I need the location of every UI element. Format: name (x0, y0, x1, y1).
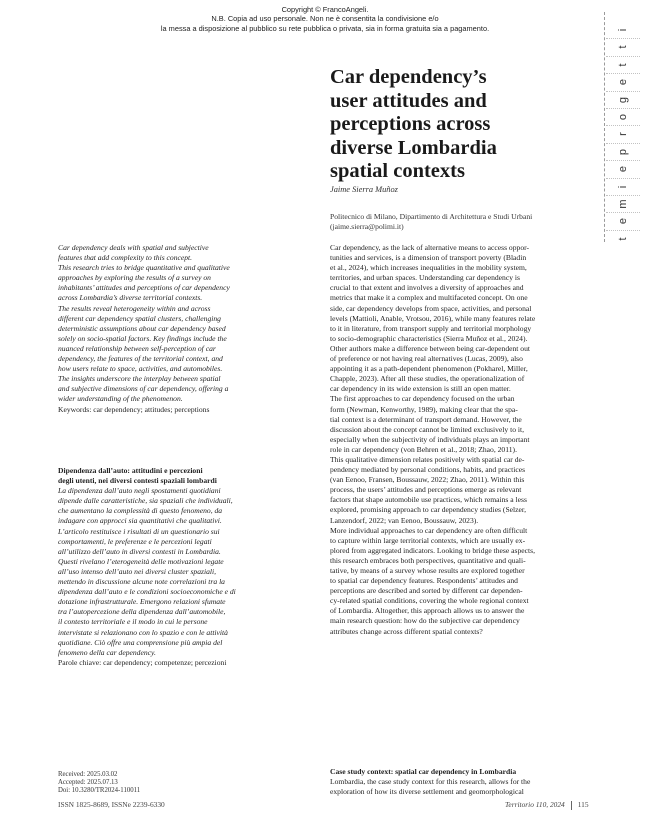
body-line: Chapple, 2023). After all these studies, the operationalization of (330, 374, 525, 384)
footer-issn: ISSN 1825-8689, ISSNe 2239-6330 (58, 800, 165, 809)
abstract-line: Car dependency deals with spatial and subjective (58, 243, 209, 252)
title-line: perceptions across (330, 113, 491, 135)
abstract-english-text (58, 243, 303, 405)
footer-divider (571, 801, 572, 810)
title-line: diverse Lombardia (330, 136, 497, 159)
body-line: cy-related spatial conditions, covering the whole regional context (330, 596, 529, 606)
body-line: of preference or not having real alternatives (Lucas, 2009), also (330, 354, 523, 364)
body-line: attributes change across different spatial contexts? (330, 626, 483, 636)
body-line: appointing it as a path-dependent phenomenon (Pokharel, Miller, (330, 364, 528, 374)
abstract-line: Questi rivelano l’eterogeneità delle motivazioni legate (58, 556, 224, 566)
abstract-italian (58, 466, 303, 668)
body-line: car dependency in its wide extension is still an open matter. (330, 384, 511, 394)
body-line: tunities and services, is a dimension of transport poverty (Bladin (330, 253, 527, 263)
accepted-date: Accepted: 2025.07.13 (58, 779, 118, 787)
copyright-notice (0, 5, 650, 33)
abstract-english (58, 243, 303, 415)
body-line: tial context is a determinant of transport demand. However, the (330, 414, 522, 424)
sidebar-divider (606, 125, 640, 126)
article-title (330, 66, 590, 184)
body-line: this research embraces both perspectives, quantitative and quali- (330, 555, 526, 565)
title-line: spatial contexts (330, 160, 465, 182)
sidebar-letter: e (617, 218, 629, 225)
abstract-line: wider understanding of the phenomenon. (58, 394, 183, 404)
abstract-line: La dipendenza dall’auto negli spostamenti quotidiani (58, 486, 221, 496)
sidebar-letter: p (617, 148, 629, 155)
abstract-line: solely on socio-spatial factors. Key findings include the (58, 333, 227, 343)
abstract-line: deterministic assumptions about car dependency based (58, 323, 226, 333)
abstract-line: how users relate to space, activities, and automobiles. (58, 364, 223, 374)
abstract-line: and subjective dimensions of car dependency, offering a (58, 384, 229, 394)
doi: Doi: 10.3280/TR2024-110011 (58, 787, 141, 795)
sidebar-divider (606, 91, 640, 92)
sidebar-divider (606, 160, 640, 161)
body-line: especially when the subjectivity of individuals plays an important (330, 434, 530, 444)
body-line: crucial to that extent and involves a diversity of approaches and (330, 283, 524, 293)
body-line: metrics that make it a complex and multifaceted concept. On one (330, 293, 528, 303)
body-line: pendency mediated by personal conditions, habits, and practices (330, 465, 526, 475)
article-metadata (58, 771, 140, 796)
body-line: More individual approaches to car dependency are often difficult (330, 525, 528, 535)
body-line: to socio-demographic characteristics (Sierra Muñoz et al., 2024). (330, 333, 528, 343)
page-number: 115 (577, 800, 589, 809)
abstract-line: different car dependency spatial clusters, challenging (58, 313, 221, 323)
abstract-line: mettendo in discussione alcune note correlazioni tra la (58, 577, 225, 587)
abstract-line: il contesto territoriale e il modo in cui le persone (58, 617, 208, 627)
abstract-line: all’utilizzo dell’auto in diversi contesti in Lombardia. (58, 546, 221, 556)
body-text (330, 243, 592, 637)
section-line: exploration of how its diverse settlement and geomorphological (330, 787, 524, 797)
sidebar-letter: t (617, 45, 629, 49)
sidebar-divider (606, 212, 640, 213)
affiliation (330, 212, 532, 232)
footer-journal (505, 800, 589, 810)
sidebar-letter: g (617, 96, 629, 103)
body-line: role in car dependency (von Behren et al., 2018; Zhao, 2011). (330, 444, 517, 454)
sidebar-divider (606, 56, 640, 57)
section-line: Lombardia, the case study context for this research, allows for the (330, 777, 531, 787)
abstract-line: all’uso intenso dell’auto nei diversi cluster spaziali, (58, 566, 216, 576)
body-line: to spatial car dependency features. Respondents’ attitudes and (330, 576, 518, 586)
body-line: to it in literature, from transport supply and territorial morphology (330, 323, 532, 333)
abstract-line: comportamenti, le preferenze e le percezioni legati (58, 536, 212, 546)
section-heading: Case study context: spatial car dependency in Lombardia (330, 767, 517, 776)
affiliation-line: Politecnico di Milano, Dipartimento di Architettura e Studi Urbani (330, 212, 533, 221)
author-name: Jaime Sierra Muñoz (330, 185, 398, 194)
abstract-line: indagare con approcci sia quantitativi che qualitativi. (58, 516, 222, 526)
sidebar-letter: i (617, 185, 629, 188)
abstract-line: intervistate si relazionano con lo spazio e con le attività (58, 627, 228, 637)
abstract-line: inhabitants’ attitudes and perceptions of car dependency (58, 283, 230, 293)
abstract-line: quotidiane. Ciò offre una comprensione più ampia del (58, 637, 223, 647)
title-line: user attitudes and (330, 89, 487, 112)
sidebar-letter: t (617, 63, 629, 67)
sidebar-letter: t (617, 237, 629, 241)
sidebar-divider (606, 108, 640, 109)
sidebar-divider (606, 230, 640, 231)
abstract-line: dotazione infrastrutturale. Emergono relazioni sfumate (58, 597, 226, 607)
sidebar-letter: o (617, 113, 629, 121)
received-date: Received: 2025.03.02 (58, 771, 118, 778)
body-line: et al., 2024), which increases inequalities in the mobility system, (330, 263, 527, 273)
copyright-line: Copyright © FrancoAngeli. (281, 5, 369, 14)
body-line: tative, by means of a survey whose results are explored together (330, 566, 525, 575)
abstract-line: tra l’autopercezione della dipendenza dall’automobile, (58, 607, 226, 617)
body-line: form (Newman, Kenworthy, 1989), making clear that the spa- (330, 404, 518, 414)
sidebar-divider (606, 73, 640, 74)
abstract-line: dipende dalle caratteristiche, sia spaziali che individuali, (58, 496, 233, 506)
body-line: of Lombardia. Altogether, this approach allows us to answer the (330, 606, 525, 616)
copyright-line: N.B. Copia ad uso personale. Non ne è consentita la condivisione e/o (211, 14, 439, 24)
body-line: levels (Mattioli, Anable, Vrotsou, 2016), while many features relate (330, 313, 536, 323)
body-line: explored, promising approach to car dependency studies (Selzer, (330, 505, 527, 515)
abstract-line: nuanced relationship between self-perception of car (58, 343, 216, 353)
abstract-italian-heading: degli utenti, nei diversi contesti spaziali lombardi (58, 476, 217, 486)
journal-name: Territorio 110, 2024 (505, 800, 565, 809)
sidebar-letter: r (617, 132, 629, 137)
body-line: (van Eenoo, Fransen, Boussauw, 2022; Zhao, 2011). Within this (330, 475, 525, 485)
keywords-italian: Parole chiave: car dependency; competenze; percezioni (58, 657, 227, 667)
abstract-line: fenomeno della car dependency. (58, 647, 156, 657)
sidebar-letter: e (617, 166, 629, 173)
body-line: main research question: how do the subjective car dependency (330, 616, 520, 626)
body-line: Car dependency, as the lack of alternative means to access oppor- (330, 243, 530, 252)
sidebar-letter: e (617, 79, 629, 86)
body-line: side, car dependency develops from space, activities, and personal (330, 303, 532, 313)
body-line: territories, and urban spaces. Understanding car dependency is (330, 273, 520, 283)
body-line: to capture within large territorial contexts, which are usually ex- (330, 535, 526, 545)
abstract-line: che aumentano la complessità di questo fenomeno, da (58, 506, 223, 516)
body-line: discussion about the concept cannot be limited exclusively to it, (330, 424, 525, 434)
abstract-line: The insights underscore the interplay between spatial (58, 374, 221, 384)
sidebar-divider (606, 178, 640, 179)
abstract-italian-text (58, 486, 303, 658)
sidebar-letter: m (617, 199, 629, 209)
body-line: The first approaches to car dependency focused on the urban (330, 394, 515, 404)
body-line: This qualitative dimension relates positively with spatial car de- (330, 454, 525, 464)
sidebar-divider (606, 195, 640, 196)
abstract-line: across Lombardia’s diverse territorial contexts. (58, 293, 203, 303)
sidebar-letter: i (617, 28, 629, 32)
body-line: perceptions are described and sorted by different car dependen- (330, 586, 523, 596)
abstract-line: dependency, the features of the territorial context, and (58, 354, 223, 364)
body-line: Lanzendorf, 2022; van Eenoo, Boussauw, 2023). (330, 515, 479, 525)
abstract-line: The results reveal heterogeneity within and across (58, 303, 211, 313)
section-case-study (330, 767, 592, 797)
abstract-line: This research tries to bridge quantitative and qualitative (58, 263, 230, 273)
abstract-line: approaches by exploring the results of a survey on (58, 273, 211, 283)
body-line: plored from aggregated indicators. Looking to bridge these aspects, (330, 545, 535, 555)
abstract-italian-heading: Dipendenza dall’auto: attitudini e percezioni (58, 466, 203, 475)
title-line: Car dependency’s (330, 66, 487, 88)
keywords-english: Keywords: car dependency; attitudes; perceptions (58, 404, 210, 414)
sidebar-divider (606, 143, 640, 144)
abstract-line: L’articolo restituisce i risultati di un questionario sui (58, 526, 220, 536)
sidebar-divider (606, 38, 640, 39)
body-line: factors that shape automobile use practices, which remains a less (330, 495, 527, 505)
abstract-line: dipendenza dall’auto e le condizioni socioeconomiche e di (58, 587, 236, 597)
body-line: Other authors make a difference between being car-dependent out (330, 343, 531, 353)
abstract-line: features that add complexity to this concept. (58, 253, 193, 263)
body-line: process, the users’ attitudes and perceptions emerge as relevant (330, 485, 522, 495)
copyright-line: la messa a disposizione al pubblico su rete pubblica o privata, sia in forma gratuita sia a pagamento. (160, 23, 490, 33)
affiliation-email: (jaime.sierra@polimi.it) (330, 222, 404, 231)
section-sidebar (604, 12, 641, 242)
